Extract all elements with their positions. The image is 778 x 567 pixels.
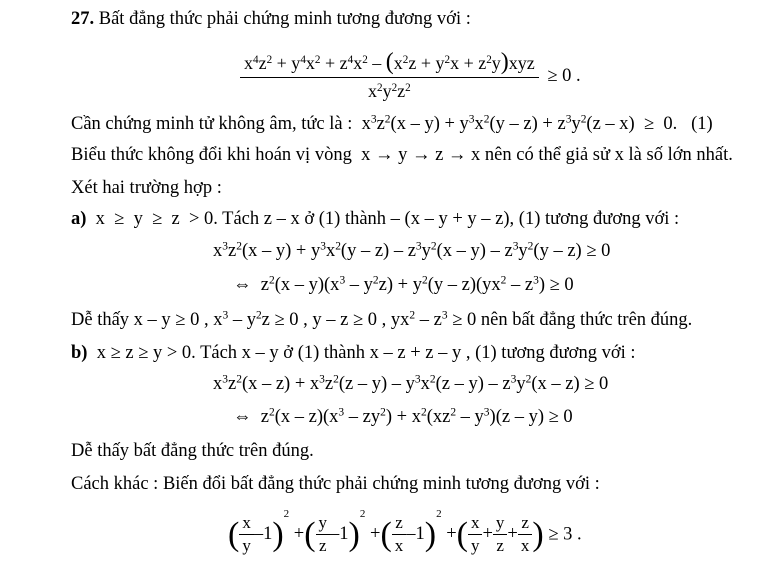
numerator-claim: Cần chứng minh tử không âm, tức là : $x^3z^2(x - y) + y^3x^2(y - z) + z^3y^2(z - x) \ge 0$. (1) (71, 113, 713, 134)
case-b-eq1: $x^3z^2(x - z) + x^3z^2(z - y) - y^3x^2(z - y) - z^3y^2(x - z) \ge 0$ (213, 373, 609, 394)
frac-z-over-x-2: $\frac{z}{x}$ (518, 513, 533, 556)
case-b-label: b) (71, 343, 88, 363)
formula-alternative: ( $\frac{x}{y}$ –1)$^2$ +( $\frac{y}{z}$ –1)$^2$ +( $\frac{z}{x}$ –1)$^2$ +( $\frac{x}{y}$ + $\frac{y}{z}$ + $\frac{z}{x}$ ) ≥ 3 . (228, 508, 582, 556)
symmetry-remark-text2: nên có thể giả sử x là số lớn nhất. (484, 145, 733, 165)
problem-number: 27. (71, 9, 95, 29)
main-denominator: $x^2y^2z^2$ (368, 81, 411, 101)
case-b-heading: b) x ≥ z ≥ y > 0. Tách x – y ở (1) thành x – z + z – y , (1) tương đương với : (71, 343, 636, 363)
symmetry-remark-text: Biểu thức không đổi khi hoán vị vòng (71, 145, 352, 165)
case-a-label: a) (71, 209, 87, 229)
alternative-method: Cách khác : Biến đổi bất đẳng thức phải chứng minh tương đương với : (71, 474, 600, 494)
frac-y-over-z: $\frac{y}{z}$ (316, 513, 331, 556)
numerator-claim-text: Cần chứng minh tử không âm, tức là : (71, 114, 353, 134)
symmetry-remark: Biểu thức không đổi khi hoán vị vòng x → y → z → x nên có thể giả sử x là số lớn nhất. (71, 145, 733, 165)
frac-x-over-y: $\frac{x}{y}$ (239, 513, 254, 556)
main-fraction (240, 50, 539, 103)
case-a-eq2: ⇔ $z^2(x - y)(x^3 - y^2z) + y^2(y - z)(yx^2 - z^3) \ge 0$ (233, 274, 574, 295)
main-numerator: $x^4z^2 + y^4x^2 + z^4x^2 - (x^2z + y^2x + z^2y)xyz$ (240, 50, 539, 78)
main-tail: ≥ 0 . (547, 66, 581, 86)
last-tail: ≥ 3 . (548, 524, 582, 545)
case-b-text: Tách x – y ở (1) thành x – z + z – y , (1) tương đương với : (200, 343, 636, 363)
case-a-conclusion-text: nên bất đẳng thức trên đúng. (480, 310, 693, 330)
equation-tag-1: (1) (691, 114, 713, 134)
frac-x-over-y-2: $\frac{x}{y}$ (468, 513, 483, 556)
problem-heading (71, 8, 471, 30)
case-a-heading: a) x ≥ y ≥ z > 0. Tách z – x ở (1) thành – (x – y + y – z), (1) tương đương với : (71, 209, 680, 229)
problem-intro: Bất đẳng thức phải chứng minh tương đương với : (98, 9, 471, 29)
case-b-eq2: ⇔ $z^2(x - z)(x^3 - zy^2) + x^2(xz^2 - y^3)(z - y) \ge 0$ (233, 406, 573, 427)
formula-main-inequality (240, 50, 581, 103)
two-cases-heading: Xét hai trường hợp : (71, 178, 222, 198)
frac-y-over-z-2: $\frac{y}{z}$ (493, 513, 508, 556)
case-a-conclusion: Dễ thấy x – y ≥ 0 , $x^3 - y^2z \ge 0$ , y – z ≥ 0 , $yx^2 - z^3 \ge 0$ nên bất đẳng thức trên đúng. (71, 309, 693, 330)
frac-z-over-x: $\frac{z}{x}$ (392, 513, 407, 556)
case-b-conclusion: Dễ thấy bất đẳng thức trên đúng. (71, 441, 314, 461)
case-a-eq1: $x^3z^2(x - y) + y^3x^2(y - z) - z^3y^2(x - y) - z^3y^2(y - z) \ge 0$ (213, 240, 611, 261)
case-a-text: Tách z – x ở (1) thành – (x – y + y – z), (1) tương đương với : (222, 209, 680, 229)
